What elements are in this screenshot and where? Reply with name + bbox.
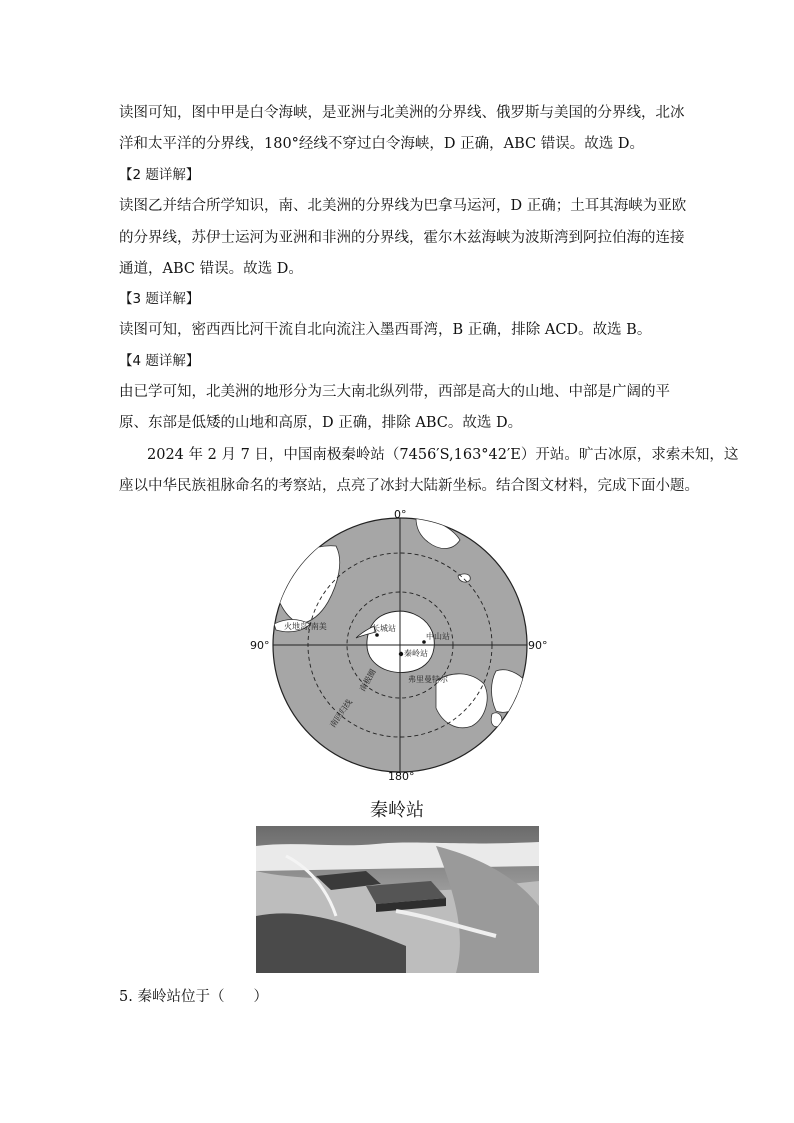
intro-line: 座以中华民族祖脉命名的考察站，点亮了冰封大陆新坐标。结合图文材料，完成下面小题。 <box>119 478 699 494</box>
paragraph-line: 的分界线，苏伊士运河为亚洲和非洲的分界线，霍尔木兹海峡为波斯湾到阿拉伯海的连接 <box>119 230 685 246</box>
east-edge-landmass <box>492 670 532 713</box>
label-fremantle: 弗里曼特尔 <box>408 675 448 684</box>
paragraph-line: 通道，ABC 错误。故选 D。 <box>119 261 303 277</box>
paragraph-line: 由已学可知，北美洲的地形分为三大南北纵列带，西部是高大的山地、中部是广阔的平 <box>119 384 670 400</box>
qinling-station-marker <box>399 652 403 656</box>
section-heading: 【2 题详解】 <box>119 167 200 183</box>
map-label-180: 180° <box>388 770 415 782</box>
paragraph-line: 读图可知，图中甲是白令海峡，是亚洲与北美洲的分界线、俄罗斯与美国的分界线，北冰 <box>119 105 685 121</box>
paragraph-line: 原、东部是低矮的山地和高原，D 正确，排除 ABC。故选 D。 <box>119 415 523 431</box>
label-zhongshan-station: 中山站 <box>426 632 450 641</box>
paragraph-line: 洋和太平洋的分界线，180°经线不穿过白令海峡，D 正确，ABC 错误。故选 D。 <box>119 136 644 152</box>
label-antarctic-circle: 南极圈 <box>357 667 378 693</box>
map-caption: 秦岭站 <box>370 800 424 821</box>
new-zealand-island <box>491 713 502 727</box>
map-label-0: 0° <box>394 508 407 521</box>
label-latitude-60: 南回归线 <box>328 697 354 730</box>
label-tierra: 火地岛/南美 <box>284 622 327 631</box>
intro-line: 2024 年 2 月 7 日，中国南极秦岭站（7456′S,163°42′E）开站。旷古冰原，求索未知，这 <box>147 447 739 463</box>
label-great-wall-station: 长城站 <box>372 624 396 633</box>
map-label-90-east: 90° <box>528 639 548 652</box>
station-photo <box>256 826 539 973</box>
antarctica-polar-map <box>246 506 550 782</box>
map-label-90-west: 90° <box>250 639 270 652</box>
question-5: 5. 秦岭站位于（ ） <box>119 989 268 1005</box>
paragraph-line: 读图乙并结合所学知识，南、北美洲的分界线为巴拿马运河，D 正确；土耳其海峡为亚欧 <box>119 198 687 214</box>
great-wall-station-marker <box>375 633 379 637</box>
paragraph-line: 读图可知，密西西比河干流自北向流注入墨西哥湾，B 正确，排除 ACD。故选 B。 <box>119 322 652 338</box>
section-heading: 【4 题详解】 <box>119 353 200 369</box>
section-heading: 【3 题详解】 <box>119 291 200 307</box>
label-qinling-station: 秦岭站 <box>404 649 428 658</box>
